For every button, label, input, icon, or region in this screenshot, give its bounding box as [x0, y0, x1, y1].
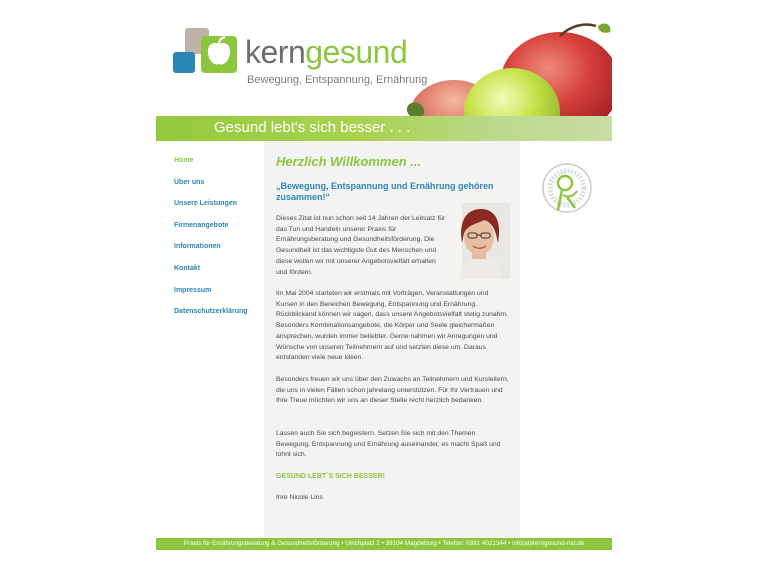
nav-item-firmenangebote[interactable]: Firmenangebote: [174, 222, 229, 229]
logo-apple-icon[interactable]: [173, 28, 239, 74]
logo-wordmark[interactable]: [245, 34, 407, 70]
content-paragraph-3: Besonders freuen wir uns über den Zuwachs an Teilnehmern und Kursleitern, die uns in vielen Fällen schon jahrelang unterstützen. Für Ihr Vertrauen und Ihre Treue möchten wir uns an dieser Stelle recht herzlich bedanken.: [276, 376, 509, 405]
logo-word-gesund: gesund: [305, 34, 408, 70]
main-navigation: [156, 141, 264, 538]
signature: Ihre Nicole Lins: [276, 494, 323, 501]
footer-contact-text: Praxis für Ernährungsberatung & Gesundheitsförderung • Ulrichplatz 2 • 39104 Magdeburg • Telefon: 0391 4021344 • info(at)kerngesund-md.de: [183, 540, 585, 547]
page-title: Herzlich Willkommen ...: [276, 154, 422, 169]
nav-item-datenschutz[interactable]: Datenschutzerklärung: [174, 308, 248, 315]
footer: [156, 538, 612, 550]
nav-item-unsere-leistungen[interactable]: Unsere Leistungen: [174, 200, 238, 207]
slogan-banner: [156, 116, 612, 141]
logo-word-kern: kern: [245, 34, 306, 70]
nav-item-impressum[interactable]: Impressum: [174, 287, 212, 294]
content-paragraph-1: Dieses Zitat ist nun schon seit 14 Jahren der Leitsatz für das Tun und Handeln unserer Praxis für Ernährungsberatung und Gesundheitsförderung. Die Gesundheit ist das wichtigste Gut des Menschen und diese wollen wir mit unserer Angebotsvielfalt erhalten und fördern.: [276, 215, 446, 276]
logo-tagline: Bewegung, Entspannung, Ernährung: [247, 74, 428, 86]
header: [156, 22, 612, 141]
nav-item-informationen[interactable]: Informationen: [174, 243, 221, 250]
slogan-text: Gesund lebt's sich besser . . .: [214, 119, 411, 136]
nav-item-home[interactable]: Home: [174, 157, 194, 164]
right-sidebar: [520, 141, 612, 538]
certification-seal-icon[interactable]: [541, 162, 593, 222]
content-paragraph-2: Im Mai 2004 starteten wir erstmals mit Vorträgen, Veranstaltungen und Kursen in den Bereichen Bewegung, Entspannung und Ernährung. Rückblickend können wir sagen, dass unsere Angebotsvielfalt stetig zunahm. Besonders Kombinationsangebote, die Körper und Seele gleichermaßen ansprechen, wurden immer beliebter. Gerne nahmen wir Anregungen und Wünsche von unseren Teilnehmern auf und setzten diese um. Daraus entstanden viele neue Ideen.: [276, 290, 508, 362]
nav-item-ueber-uns[interactable]: Über uns: [174, 179, 205, 186]
main-content: [264, 141, 520, 538]
content-paragraph-4: Lassen auch Sie sich begeistern. Setzen Sie sich mit den Themen Bewegung, Entspannung und Ernährung auseinander, es macht Spaß und lohnt sich.: [276, 430, 501, 459]
site-wrapper: [156, 22, 612, 550]
nav-item-kontakt[interactable]: Kontakt: [174, 265, 201, 272]
portrait-image: [450, 203, 510, 279]
claim-text: GESUND LEBT´S SICH BESSER!: [276, 473, 385, 480]
quote-heading: „Bewegung, Entspannung und Ernährung gehören zusammen!“: [276, 181, 494, 202]
